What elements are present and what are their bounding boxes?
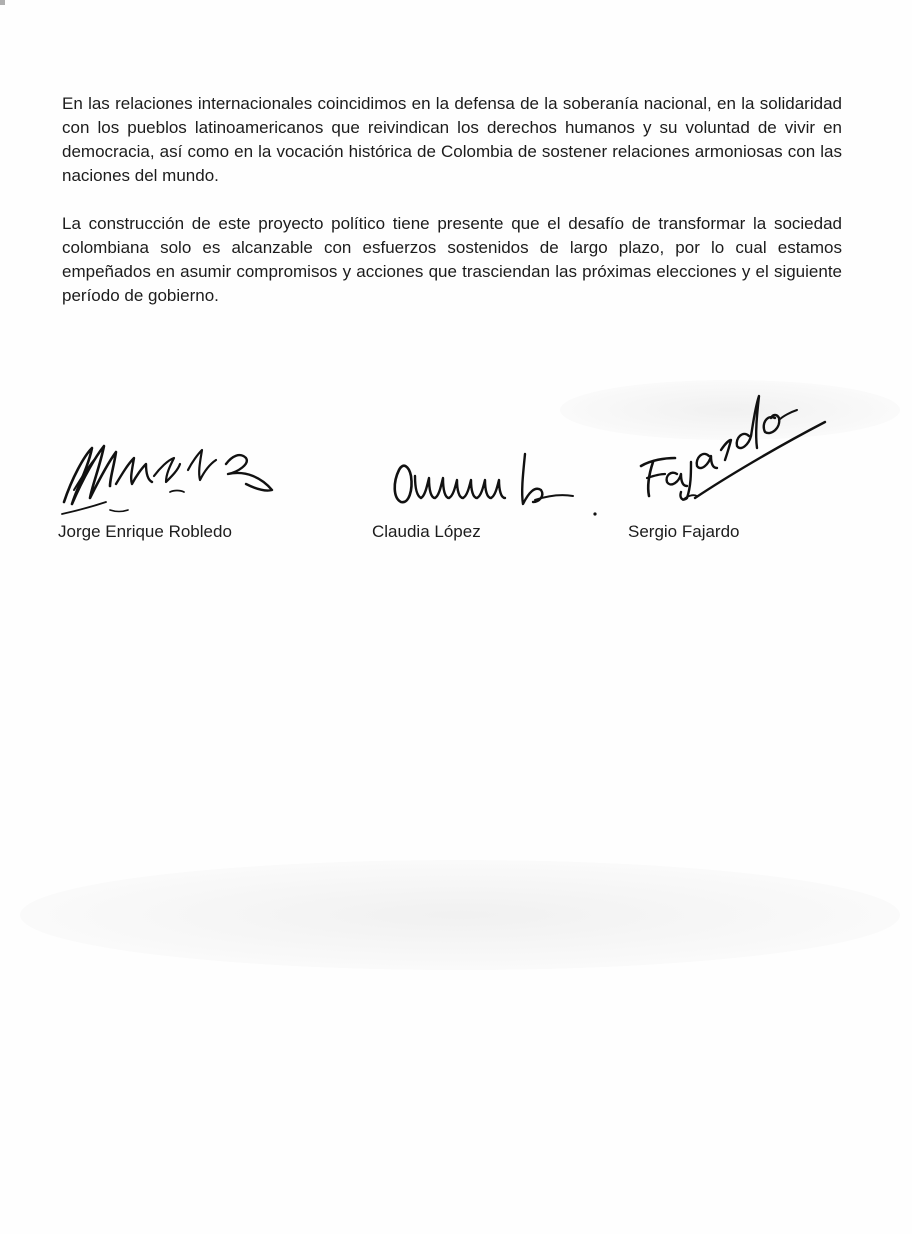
- scan-smudge: [20, 860, 900, 970]
- handwritten-signature-lopez-icon: [385, 440, 625, 530]
- signatory-name-robledo: Jorge Enrique Robledo: [58, 522, 232, 541]
- signatory-name-lopez: Claudia López: [372, 522, 481, 541]
- signatory-name-fajardo: Sergio Fajardo: [628, 522, 740, 541]
- signatures-section: [0, 0, 912, 600]
- paragraph-international-relations: En las relaciones internacionales coincidimos en la defensa de la soberanía nacional, en la solidaridad con los pueblos latinoamericanos que reivindican los derechos humanos y su voluntad de vivir en democracia, así como en la vocación histórica de Colombia de sostener relaciones armoniosas con las naciones del mundo.: [62, 94, 842, 185]
- handwritten-signature-fajardo-icon: [625, 378, 835, 518]
- paragraph-political-project: La construcción de este proyecto político tiene presente que el desafío de transformar la sociedad colombiana solo es alcanzable con esfuerzos sostenidos de largo plazo, por lo cual estamos empeñados en asumir compromisos y acciones que trasciendan las próximas elecciones y el siguiente período de gobierno.: [62, 214, 842, 305]
